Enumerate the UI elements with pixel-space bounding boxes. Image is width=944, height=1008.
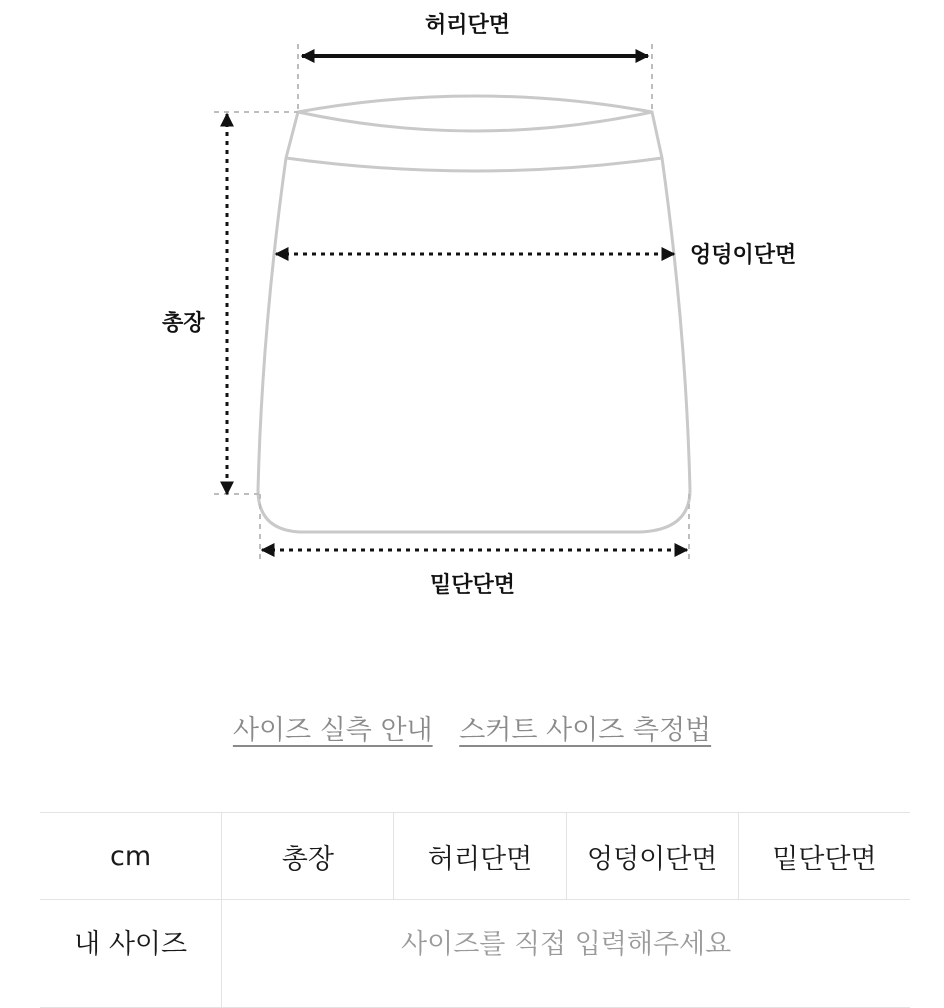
header-waist: 허리단면 bbox=[394, 813, 566, 900]
size-guide-links bbox=[0, 708, 944, 747]
size-table-header-row bbox=[40, 813, 910, 900]
label-hem: 밑단단면 bbox=[430, 573, 516, 598]
skirt-waistband-bottom bbox=[286, 158, 662, 171]
label-waist: 허리단면 bbox=[425, 13, 511, 38]
label-hip: 엉덩이단면 bbox=[690, 243, 797, 268]
header-length: 총장 bbox=[222, 813, 394, 900]
skirt-measure-method-link[interactable]: 스커트 사이즈 측정법 bbox=[459, 715, 712, 746]
my-size-input-hint[interactable]: 사이즈를 직접 입력해주세요 bbox=[222, 900, 910, 1008]
header-hem: 밑단단면 bbox=[738, 813, 910, 900]
skirt-waistband-top bbox=[298, 112, 652, 131]
header-hip: 엉덩이단면 bbox=[566, 813, 738, 900]
size-table bbox=[40, 812, 910, 1008]
my-size-label: 내 사이즈 bbox=[40, 900, 222, 1008]
my-size-row bbox=[40, 900, 910, 1008]
size-guide-link[interactable]: 사이즈 실측 안내 bbox=[232, 715, 433, 746]
header-unit: cm bbox=[40, 813, 222, 900]
label-length: 총장 bbox=[162, 311, 205, 336]
